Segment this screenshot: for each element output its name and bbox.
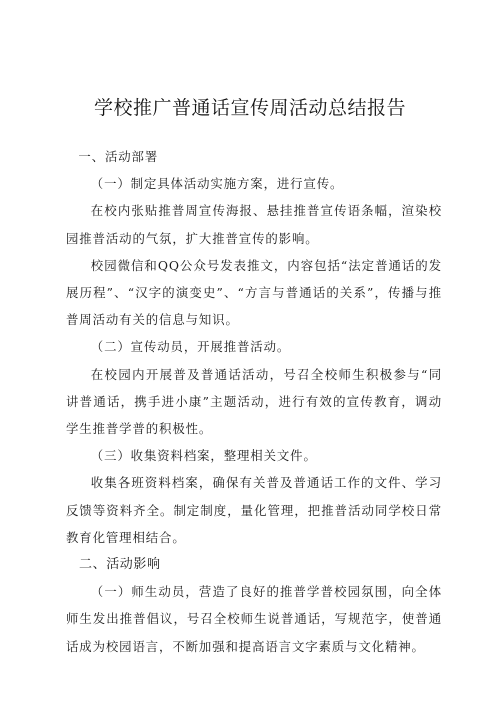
paragraph: 在校园内开展普及普通话活动，号召全校师生积极参与“同讲普通话，携手进小康”主题活动，进行有效的宣传教育，调动学生推普学普的积极性。 [66, 366, 442, 437]
section-heading: 二、活动影响 [79, 557, 161, 573]
paragraph: 在校内张贴推普周宣传海报、悬挂推普宣传语条幅，渲染校园推普活动的气氛，扩大推普宣传的影响。 [66, 203, 442, 246]
document-title: 学校推广普通话宣传周活动总结报告 [93, 97, 406, 119]
document-body [66, 143, 442, 660]
paragraph: （一）师生动员，营造了良好的推普学普校园氛围，向全体师生发出推普倡议，号召全校师生说普通话，写规范字，使普通话成为校园语言，不断加强和提高语言文字素质与文化精神。 [66, 584, 442, 654]
paragraph: 收集各班资料档案，确保有关普及普通话工作的文件、学习反馈等资料齐全。制定制度，量化管理，把推普活动同学校日常教育化管理相结合。 [66, 475, 442, 545]
paragraph: 校园微信和QQ公众号发表推文，内容包括“法定普通话的发展历程”、“汉字的演变史”、“方言与普通话的关系”，传播与推普周活动有关的信息与知识。 [66, 257, 442, 328]
section-heading: 一、活动部署 [78, 149, 159, 164]
subsection-heading: （一）制定具体活动实施方案，进行宣传。 [90, 176, 344, 192]
subsection-heading: （三）收集资料档案，整理相关文件。 [90, 448, 317, 464]
subsection-heading: （二）宣传动员，开展推普活动。 [90, 339, 291, 355]
